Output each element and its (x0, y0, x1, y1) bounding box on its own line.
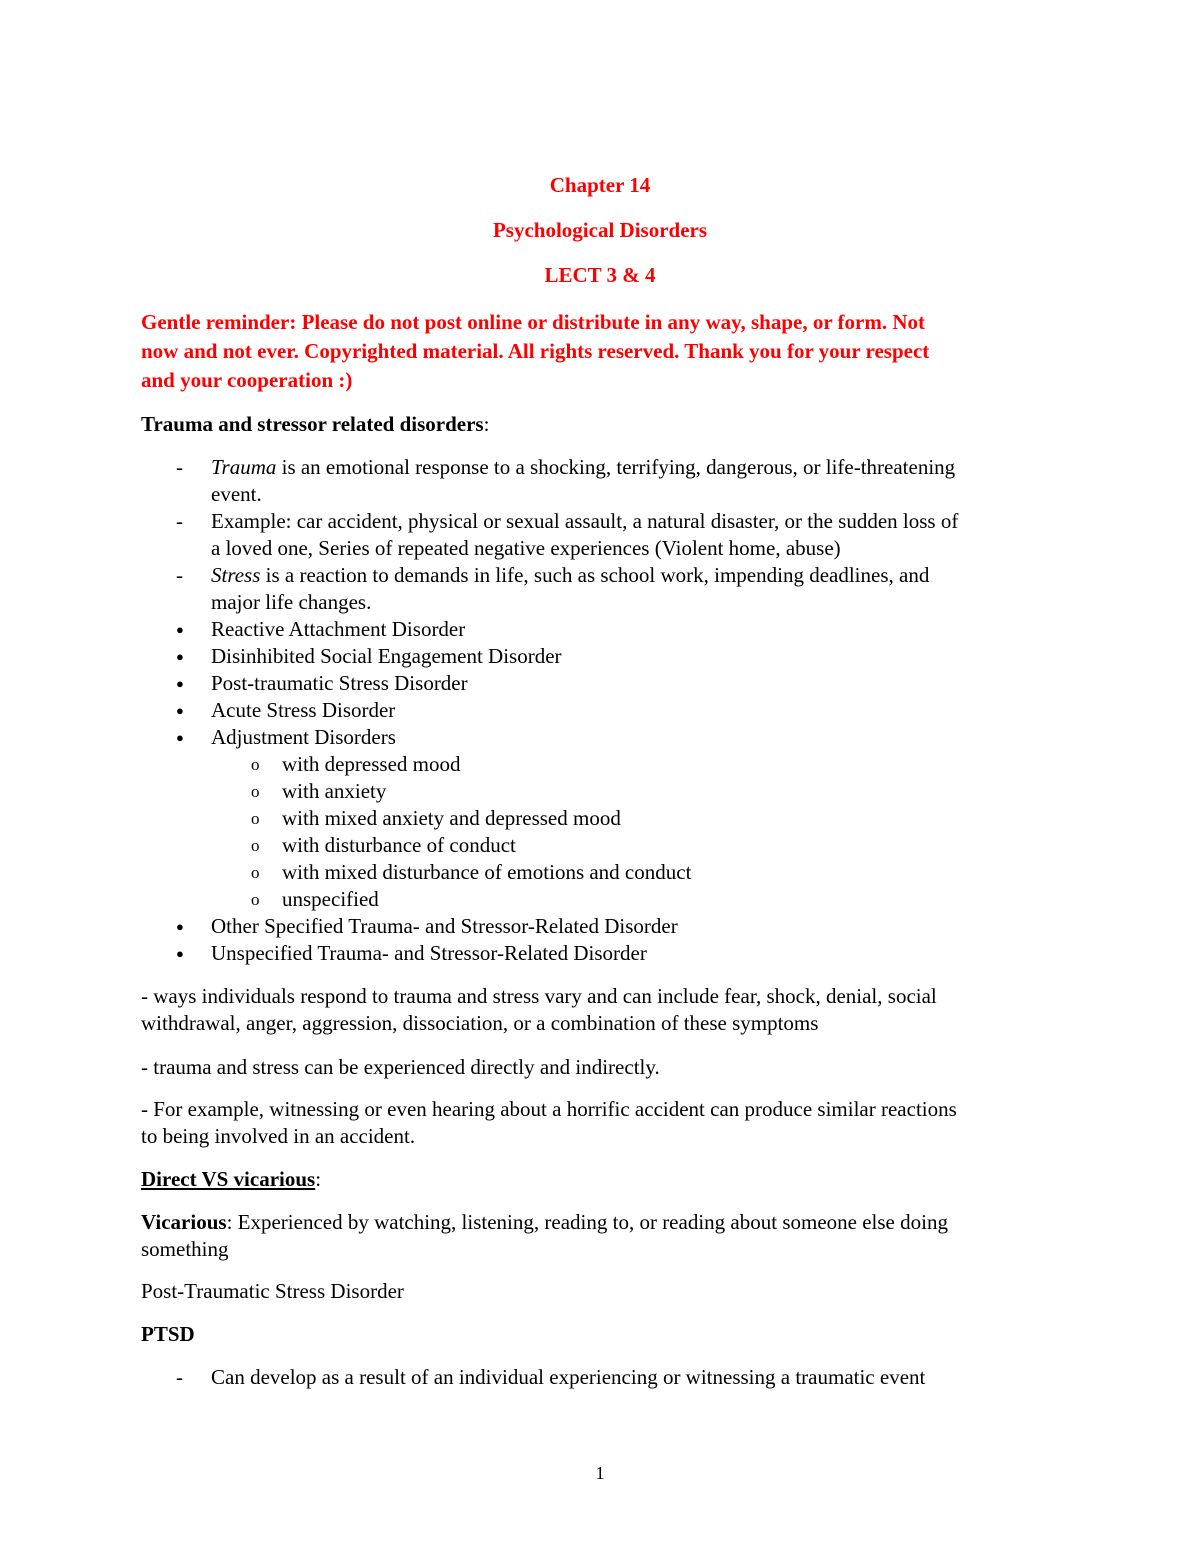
sub-bullet-item: with depressed mood (282, 752, 461, 776)
dash-item-text: is a reaction to demands in life, such as school work, impending deadlines, and (260, 563, 930, 587)
dash-marker: - (176, 509, 183, 533)
dash-item-text: is an emotional response to a shocking, terrifying, dangerous, or life-threatening (276, 455, 956, 479)
sub-bullet-marker: o (251, 809, 260, 828)
dash-marker: - (176, 563, 183, 587)
sub-bullet-marker: o (251, 782, 260, 801)
bullet-item: Post-traumatic Stress Disorder (211, 671, 468, 695)
sub-bullet-marker: o (251, 890, 260, 909)
sub-bullet-item: unspecified (282, 887, 379, 911)
paragraph-line: withdrawal, anger, aggression, dissociation, or a combination of these symptoms (141, 1011, 819, 1035)
bullet-item: Unspecified Trauma- and Stressor-Related Disorder (211, 941, 647, 965)
sub-bullet-item: with mixed anxiety and depressed mood (282, 806, 621, 830)
dash-item-line: Example: car accident, physical or sexual assault, a natural disaster, or the sudden loss of (211, 509, 959, 533)
dash-item-line: Can develop as a result of an individual experiencing or witnessing a traumatic event (211, 1365, 926, 1389)
paragraph-line: to being involved in an accident. (141, 1124, 416, 1148)
term-italic: Stress (211, 563, 261, 587)
reminder-line: and your cooperation :) (141, 368, 353, 392)
vicarious-definition-line: something (141, 1237, 229, 1261)
sub-bullet-item: with disturbance of conduct (282, 833, 516, 857)
vicarious-text: : Experienced by watching, listening, reading to, or reading about someone else doing (226, 1210, 948, 1234)
subject-title: Psychological Disorders (492, 218, 708, 242)
bullet-item: Reactive Attachment Disorder (211, 617, 466, 641)
reminder-line: Gentle reminder: Please do not post online or distribute in any way, shape, or form. Not (141, 310, 925, 334)
bullet-item: Adjustment Disorders (211, 725, 396, 749)
sub-bullet-item: with mixed disturbance of emotions and conduct (282, 860, 692, 884)
bullet-marker: ● (176, 676, 184, 691)
heading-colon: : (315, 1167, 322, 1191)
bullet-marker: ● (176, 649, 184, 664)
page-number: 1 (595, 1463, 605, 1483)
section-heading-direct (141, 1166, 321, 1193)
bullet-item: Acute Stress Disorder (211, 698, 396, 722)
bullet-marker: ● (176, 919, 184, 934)
reminder-line: now and not ever. Copyrighted material. All rights reserved. Thank you for your respect (141, 339, 930, 363)
heading-colon: : (483, 412, 490, 436)
dash-marker: - (176, 1365, 183, 1389)
dash-item-line (211, 562, 929, 589)
sub-bullet-marker: o (251, 863, 260, 882)
section-heading-text: Direct VS vicarious (141, 1167, 316, 1191)
sub-bullet-marker: o (251, 836, 260, 855)
bullet-item: Disinhibited Social Engagement Disorder (211, 644, 562, 668)
bullet-marker: ● (176, 703, 184, 718)
lecture-title: LECT 3 & 4 (544, 263, 656, 287)
sub-bullet-marker: o (251, 755, 260, 774)
vicarious-label: Vicarious (141, 1210, 227, 1234)
ptsd-full-name: Post-Traumatic Stress Disorder (141, 1279, 404, 1303)
chapter-title: Chapter 14 (549, 173, 651, 197)
vicarious-definition (141, 1209, 948, 1236)
term-italic: Trauma (211, 455, 277, 479)
paragraph-line: - For example, witnessing or even hearing about a horrific accident can produce similar reactions (141, 1097, 957, 1121)
bullet-marker: ● (176, 946, 184, 961)
section-heading-trauma (141, 411, 489, 438)
ptsd-heading: PTSD (141, 1322, 195, 1346)
section-heading-text: Trauma and stressor related disorders (141, 412, 484, 436)
paragraph-line: - trauma and stress can be experienced directly and indirectly. (141, 1055, 660, 1079)
bullet-item: Other Specified Trauma- and Stressor-Related Disorder (211, 914, 678, 938)
bullet-marker: ● (176, 730, 184, 745)
dash-item-line: event. (211, 482, 262, 506)
paragraph-line: - ways individuals respond to trauma and stress vary and can include fear, shock, denial, social (141, 984, 937, 1008)
dash-item-line: major life changes. (211, 590, 372, 614)
dash-item-line (211, 454, 955, 481)
dash-marker: - (176, 455, 183, 479)
bullet-marker: ● (176, 622, 184, 637)
sub-bullet-item: with anxiety (282, 779, 387, 803)
dash-item-line: a loved one, Series of repeated negative experiences (Violent home, abuse) (211, 536, 841, 560)
